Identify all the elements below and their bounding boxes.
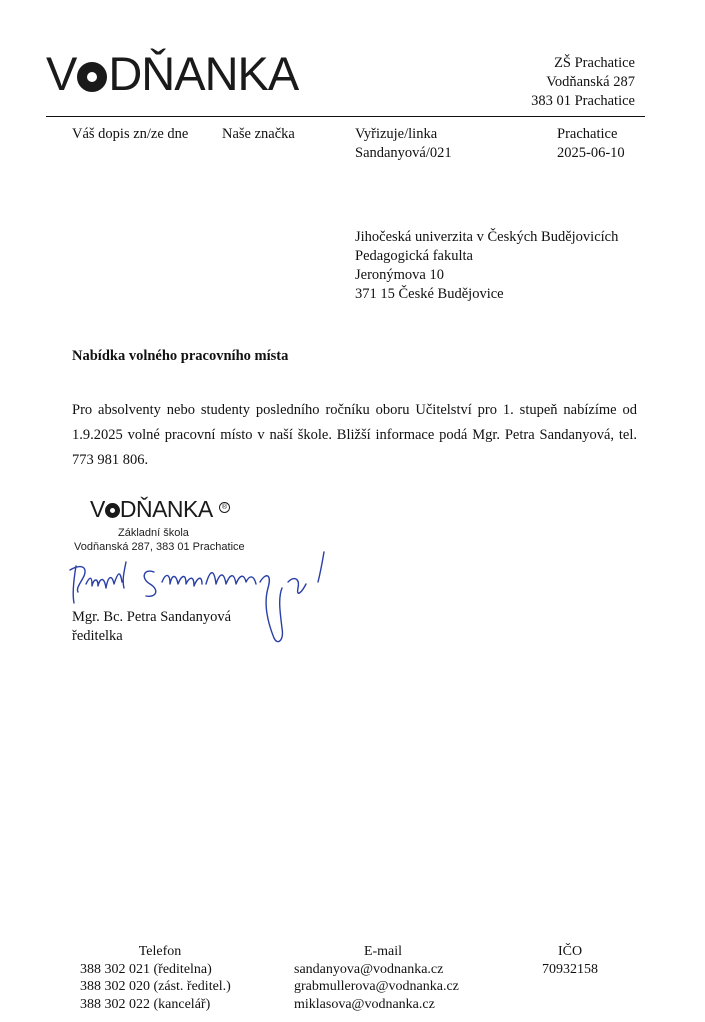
letter-subject: Nabídka volného pracovního místa xyxy=(72,348,289,364)
footer-email-line: grabmullerova@vodnanka.cz xyxy=(294,979,459,994)
stamp-ring-icon xyxy=(105,503,120,518)
header-divider xyxy=(46,116,645,117)
stamp-logo: V DŇANKA ® xyxy=(90,496,230,523)
school-city: 383 01 Prachatice xyxy=(531,93,635,109)
footer-phone-line: 388 302 021 (ředitelna) xyxy=(80,961,212,977)
signer-name: Mgr. Bc. Petra Sandanyová xyxy=(72,609,232,625)
vodnanka-logo: V DŇANKA xyxy=(46,47,299,100)
meta-place-date: Prachatice 2025-06-10 xyxy=(557,126,625,161)
footer-phone-line: 388 302 020 (zást. ředitel.) xyxy=(80,979,231,994)
recipient-address: Jihočeská univerzita v Českých Budějovicích Pedagogická fakulta Jeronýmova 10 371 15 České Budějovice xyxy=(355,229,619,302)
meta-our-ref: Naše značka xyxy=(222,126,295,142)
footer-phone-line: 388 302 022 (kancelář) xyxy=(80,996,211,1012)
logo-ring-icon xyxy=(77,62,107,92)
school-address xyxy=(531,54,635,111)
footer-email xyxy=(294,943,472,1013)
footer-ico-value: 70932158 xyxy=(542,961,598,977)
meta-your-letter: Váš dopis zn/ze dne xyxy=(72,126,189,142)
stamp-school-type: Základní škola xyxy=(118,527,189,539)
meta-handled-by: Vyřizuje/linka Sandanyová/021 xyxy=(355,126,452,161)
footer-email-heading: E-mail xyxy=(363,944,403,959)
school-name: ZŠ Prachatice xyxy=(554,55,635,71)
footer-phone xyxy=(80,943,240,1013)
footer-email-line: sandanyova@vodnanka.cz xyxy=(294,961,444,977)
registered-mark-icon: ® xyxy=(219,502,230,513)
school-street: Vodňanská 287 xyxy=(546,74,635,90)
footer-phone-heading: Telefon xyxy=(138,944,182,959)
signer-title: ředitelka xyxy=(72,628,123,644)
signer-block xyxy=(72,608,231,646)
footer-ico xyxy=(540,943,600,978)
footer-email-line: miklasova@vodnanka.cz xyxy=(294,996,435,1012)
stamp-address: Vodňanská 287, 383 01 Prachatice xyxy=(74,541,245,553)
footer-ico-heading: IČO xyxy=(557,944,583,959)
letter-body: Pro absolventy nebo studenty posledního ročníku oboru Učitelství pro 1. stupeň nabízíme od 1.9.2025 volné pracovní místo v naší škole. Bližší informace podá Mgr. Petra Sandanyová, tel. 773 981 806. xyxy=(72,402,637,468)
